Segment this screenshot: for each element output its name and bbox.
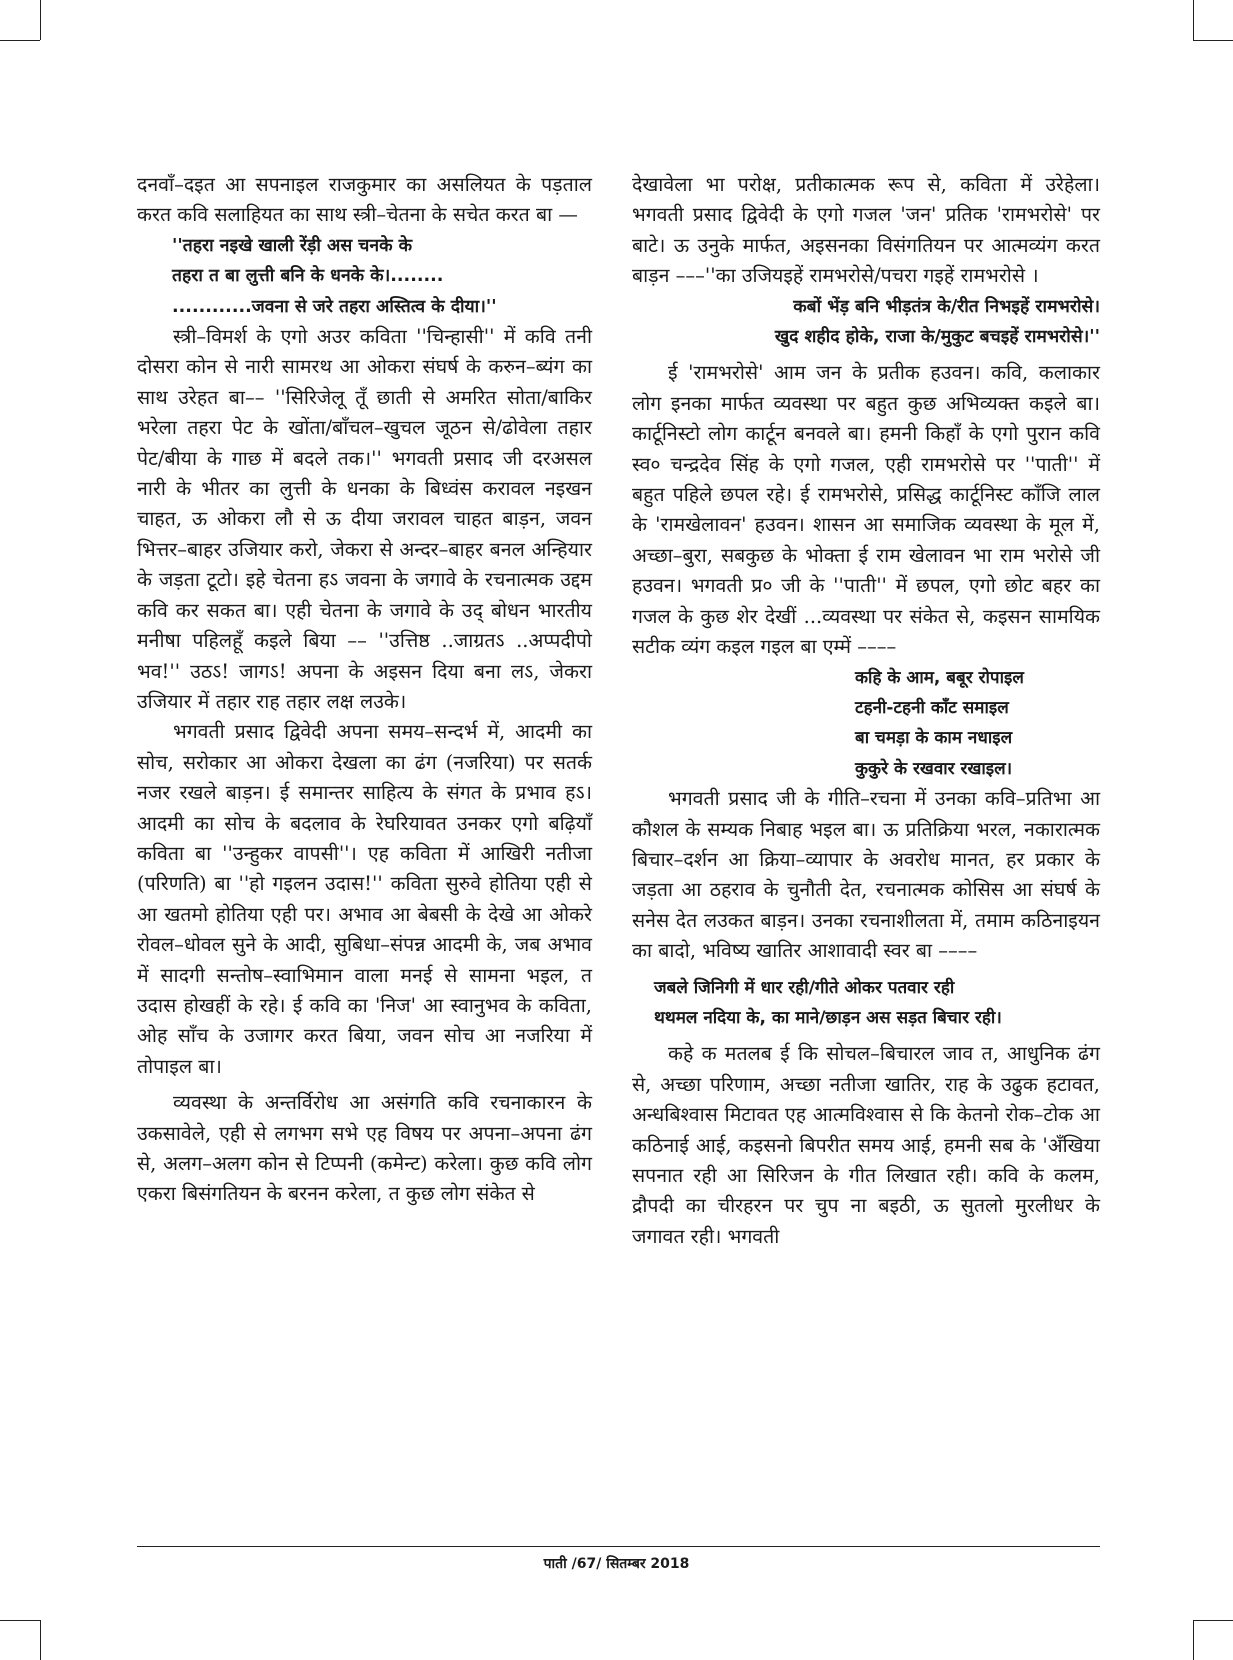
paragraph: भगवती प्रसाद जी के गीति–रचना में उनका कवि–प्रतिभा आ कौशल के सम्यक निबाह भइल बा। ऊ प्रतिक्रिया भरल, नकारात्मक बिचार–दर्शन आ क्रिया–व्यापार के अवरोध मानत, हर प्रकार के जड़ता आ ठहराव के चुनौती देत, रचनात्मक कोसिस आ संघर्ष के सनेस देत लउकत बाड़न। उनका रचनाशीलता में, तमाम कठिनाइयन का बादो, भविष्य खातिर आशावादी स्वर बा ––––	[632, 787, 1100, 963]
paragraph: ई 'रामभरोसे' आम जन के प्रतीक हउवन। कवि, कलाकार लोग इनका मार्फत व्यवस्था पर बहुत कुछ अभिव्यक्त कइले बा। कार्टूनिस्टो लोग कार्टून बनवले बा। हमनी किहाँ के एगो पुरान कवि स्व० चन्द्रदेव सिंह के एगो गजल, एही रामभरोसे पर ''पाती'' में बहुत पहिले छपल रहे। ई रामभरोसे, प्रसिद्ध कार्टूनिस्ट काँजि लाल के 'रामखेलावन' हउवन। शासन आ समाजिक व्यवस्था के मूल में, अच्छा–बुरा, सबकुछ के भोक्ता ई राम खेलावन भा राम भरोसे जी हउवन। भगवती प्र० जी के ''पाती'' में छपल, एगो छोट बहर का गजल के कुछ शेर देखीं ...व्यवस्था पर संकेत से, कइसन सामयिक सटीक व्यंग कइल गइल बा एम्में ––––	[632, 361, 1100, 659]
crop-mark	[1193, 40, 1233, 41]
verse-line: खुद शहीद होके, राजा के/मुकुट बचइहें रामभरोसे।''	[774, 327, 1100, 348]
left-column	[137, 170, 592, 1210]
verse-line: थथमल नदिया के, का माने/छाड़न अस सड़त बिचार रही।	[654, 1007, 1002, 1028]
crop-mark	[40, 0, 41, 40]
crop-mark	[1193, 1620, 1233, 1621]
paragraph: भगवती प्रसाद द्विवेदी अपना समय–सन्दर्भ में, आदमी का सोच, सरोकार आ ओकरा देखला का ढंग (नजरिया) पर सतर्क नजर रखले बाड़न। ई समान्तर साहित्य के संगत के प्रभाव हऽ। आदमी का सोच के बदलाव के रेघरियावत उनकर एगो बढ़ियाँ कविता बा ''उन्हुकर वापसी''। एह कविता में आखिरी नतीजा (परिणति) बा ''हो गइलन उदास!'' कविता सुरुवे होतिया एही से आ खतमो होतिया एही पर। अभाव आ बेबसी के देखे आ ओकरे रोवल–धोवल सुने के आदी, सुबिधा–संपन्न आदमी के, जब अभाव में सादगी सन्तोष–स्वाभिमान वाला मनई से सामना भइल, त उदास होखहीं के रहे। ई कवि का 'निज' आ स्वानुभव के कविता, ओह साँच के उजागर करत बिया, जवन सोच आ नजरिया में तोपाइल बा।	[137, 720, 592, 1078]
paragraph: दनवाँ–दइत आ सपनाइल राजकुमार का असलियत के पड़ताल करत कवि सलाहियत का साथ स्त्री–चेतना के सचेत करत बा —	[137, 173, 592, 227]
crop-mark	[0, 1620, 40, 1621]
page-footer: पाती /67/ सितम्बर 2018	[543, 1556, 690, 1572]
verse-line: ............जवना से जरे तहरा अस्तित्व के दीया।''	[172, 296, 497, 317]
verse-block	[632, 292, 1100, 353]
paragraph: देखावेला भा परोक्ष, प्रतीकात्मक रूप से, कविता में उरेहेला। भगवती प्रसाद द्विवेदी के एगो गजल 'जन' प्रतिक 'रामभरोसे' पर बाटे। ऊ उनुके मार्फत, अइसनका विसंगतियन पर आत्मव्यंग करत बाड़न –––''का उजियइहें रामभरोसे/पचरा गइहें रामभरोसे ।	[632, 173, 1100, 288]
verse-line: तहरा त बा लुत्ती बनि के धनके के।........	[172, 266, 444, 287]
verse-line: ''तहरा नइखे खाली रेंड़ी अस चनके के	[172, 235, 413, 256]
verse-line: कुकुरे के रखवार रखाइल।	[855, 758, 1013, 779]
paragraph: कहे क मतलब ई कि सोचल–बिचारल जाव त, आधुनिक ढंग से, अच्छा परिणाम, अच्छा नतीजा खातिर, राह के उढुक हटावत, अन्धबिश्वास मिटावत एह आत्मविश्वास से कि केतनो रोक–टोक आ कठिनाई आई, कइसनो बिपरीत समय आई, हमनी सब के 'अँखिया सपनात रही आ सिरिजन के गीत लिखात रही। कवि के कलम, द्रौपदी का चीरहरन पर चुप ना बइठी, ऊ सुतलो मुरलीधर के जगावत रही। भगवती	[632, 1042, 1100, 1248]
verse-block	[137, 231, 592, 322]
verse-line: कहि के आम, बबूर रोपाइल	[855, 667, 1024, 688]
verse-line: टहनी-टहनी काँट समाइल	[855, 697, 1009, 718]
verse-block	[632, 973, 1100, 1034]
verse-block	[632, 663, 1100, 785]
paragraph: व्यवस्था के अन्तर्विरोध आ असंगति कवि रचनाकारन के उकसावेले, एही से लगभग सभे एह विषय पर अपना–अपना ढंग से, अलग–अलग कोन से टिप्पनी (कमेन्ट) करेला। कुछ कवि लोग एकरा बिसंगतियन के बरनन करेला, त कुछ लोग संकेत से	[137, 1091, 592, 1206]
verse-line: बा चमड़ा के काम नधाइल	[855, 728, 1013, 749]
verse-line: कबों भेंड़ बनि भीड़तंत्र के/रीत निभइहें रामभरोसे।	[793, 296, 1100, 317]
right-column	[632, 170, 1100, 1252]
paragraph: स्त्री–विमर्श के एगो अउर कविता ''चिन्हासी'' में कवि तनी दोसरा कोन से नारी सामरथ आ ओकरा संघर्ष के करुन–ब्यंग का साथ उरेहत बा–– ''सिरिजेलू तूँ छाती से अमरित सोता/बाकिर भरेला तहरा पेट के खोंता/बाँचल–खुचल जूठन से/ढोवेला तहार पेट/बीया के गाछ में बदले तक।'' भगवती प्रसाद जी दरअसल नारी के भीतर का लुत्ती के धनका के बिध्वंस करावल नइखन चाहत, ऊ ओकरा लौ से ऊ दीया जरावल चाहत बाड़न, जवन भित्तर–बाहर उजियार करो, जेकरा से अन्दर–बाहर बनल अन्हियार के जड़ता टूटो। इहे चेतना हऽ जवना के जगावे के रचनात्मक उद्दम कवि कर सकत बा। एही चेतना के जगावे के उद् बोधन भारतीय मनीषा पहिलहूँ कइले बिया –– ''उत्तिष्ठ ..जाग्रतऽ ..अप्पदीपो भव!'' उठऽ! जागऽ! अपना के अइसन दिया बना लऽ, जेकरा उजियार में तहार राह तहार लक्ष लउके।	[137, 325, 592, 713]
crop-mark	[1193, 1620, 1194, 1660]
crop-mark	[0, 40, 40, 41]
crop-mark	[1193, 0, 1194, 40]
verse-line: जबले जिनिगी में धार रही/गीते ओकर पतवार रही	[654, 977, 955, 998]
crop-mark	[40, 1620, 41, 1660]
footer-rule	[137, 1546, 1100, 1547]
